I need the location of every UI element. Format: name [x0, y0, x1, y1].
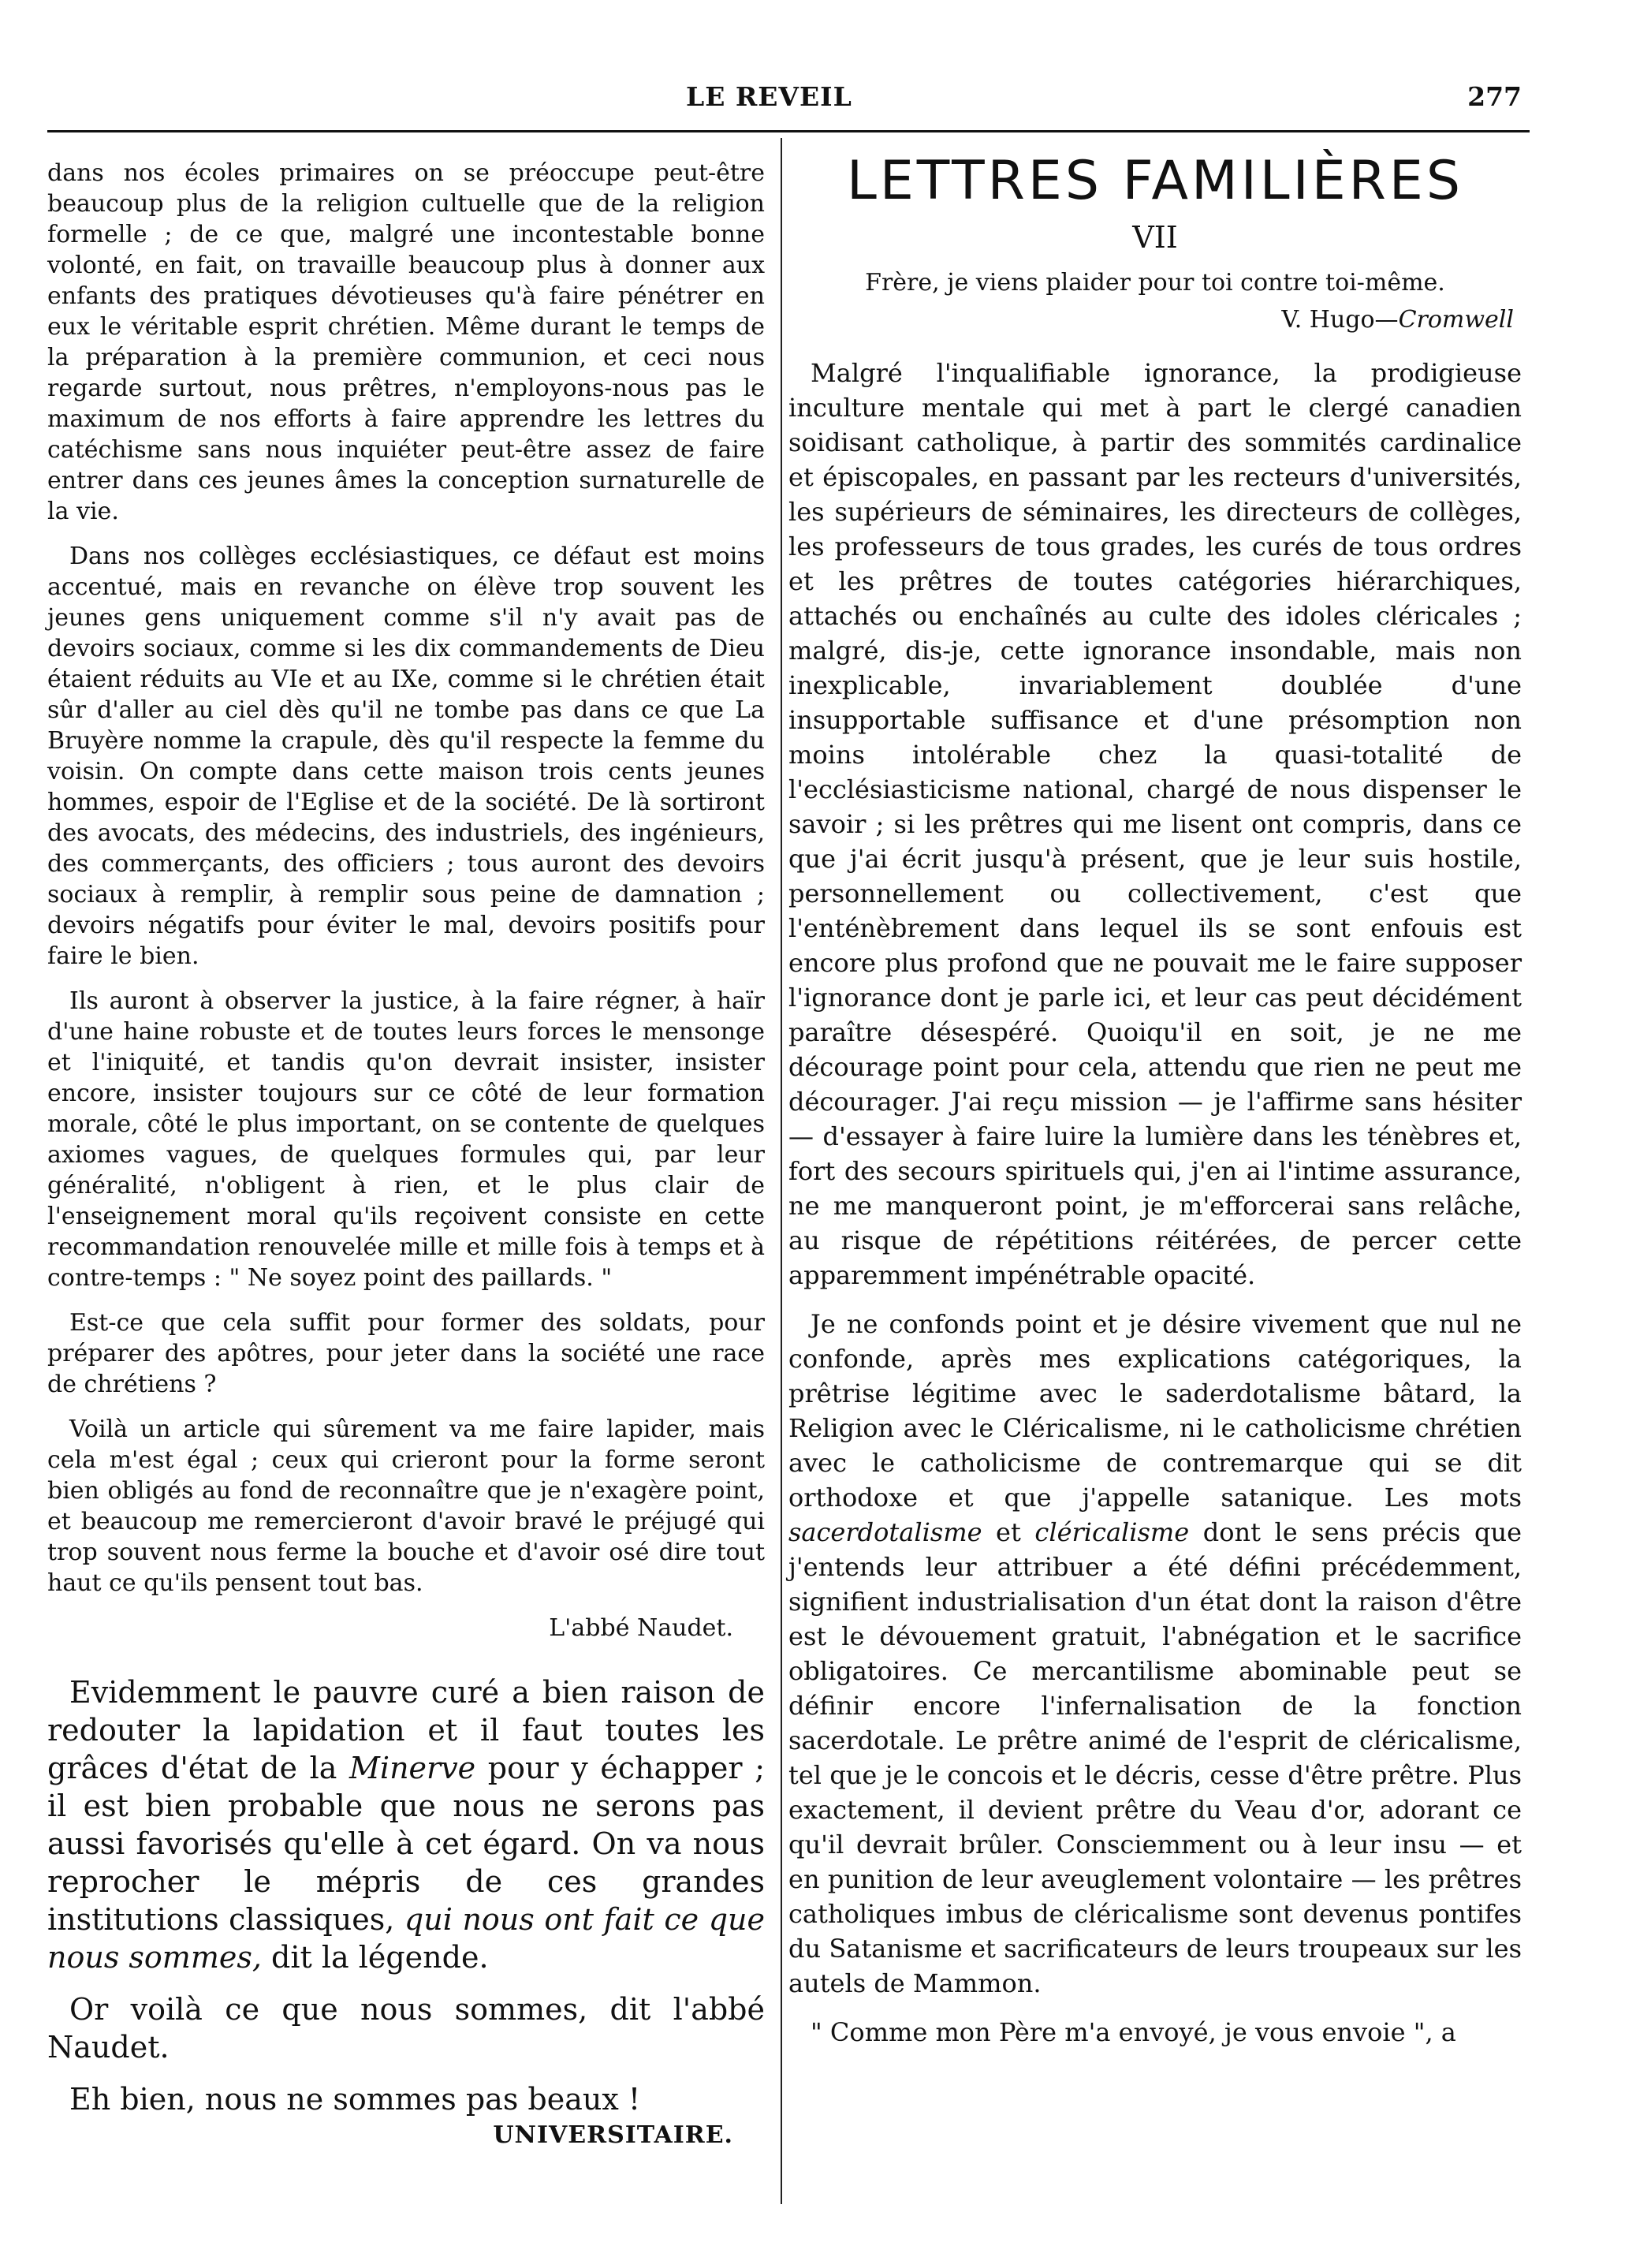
- commentary-text: pour y échapper ; il est bien probable que nous ne serons pas aussi favorisés qu'elle à cet égard. On va nous reprocher le mépris de ces grandes institutions classiques,: [47, 1751, 765, 1937]
- running-title: LE REVEIL: [686, 81, 852, 112]
- commentary-paragraph: Or voilà ce que nous sommes, dit l'abbé Naudet.: [47, 1992, 765, 2065]
- article-signature: L'abbé Naudet.: [549, 1614, 733, 1642]
- letter-body: [788, 356, 1522, 2050]
- column-divider: [781, 138, 782, 2204]
- left-column: [47, 158, 765, 2149]
- commentary-paragraph: Eh bien, nous ne sommes pas beaux !: [69, 2082, 641, 2117]
- article-paragraph: Dans nos collèges ecclésiastiques, ce défaut est moins accentué, mais en revanche on élève trop souvent les jeunes gens uniquement comme s'il n'y avait pas de devoirs sociaux, comme si les dix commandements de Dieu étaient réduits au VIe et au IXe, comme si le chrétien était sûr d'aller au ciel dès qu'il ne tombe pas dans ce que La Bruyère nomme la crapule, dès qu'il respecte la femme du voisin. On compte dans cette maison trois cents jeunes hommes, espoir de l'Eglise et de la société. De là sortiront des avocats, des médecins, des industriels, des ingénieurs, des commerçants, des officiers ; tous auront des devoirs sociaux à remplir, à remplir sous peine de damnation ; devoirs négatifs pour éviter le mal, devoirs positifs pour faire le bien.: [47, 543, 765, 970]
- term-clericalisme: cléricalisme: [1034, 1517, 1190, 1547]
- article-paragraph: Est-ce que cela suffit pour former des soldats, pour préparer des apôtres, pour jeter dans la société une race de chrétiens ?: [47, 1309, 765, 1398]
- naudet-article: [47, 158, 765, 1598]
- letter-text: dont le sens précis que j'entends leur attribuer a été défini précédemment, signifient industrialisation d'un état dont la raison d'être est le dévouement gratuit, l'abnégation et le sacrifice obligatoires. Ce mercantilisme abominable peut se définir encore l'infernalisation de la fonction sacerdotale. Le prêtre animé de l'esprit de cléricalisme, tel que je le concois et le décris, cesse d'être prêtre. Plus exactement, il devient prêtre du Veau d'or, adorant ce qu'il devrait brûler. Consciemment ou à leur insu — et en punition de leur aveuglement volontaire — les prêtres catholiques imbus de cléricalisme sont devenus pontifes du Satanisme et sacrificateurs de leurs troupeaux sur les autels de Mammon.: [788, 1517, 1523, 1998]
- commentary: [47, 1673, 765, 2118]
- letter-text: Je ne confonds point et je désire vivement que nul ne confonde, après mes explications catégoriques, la prêtrise légitime avec le saderdotalisme bâtard, la Religion avec le Cléricalisme, ni le catholicisme chrétien avec le catholicisme de contremarque qui se dit orthodoxe et que j'appelle satanique. Les mots: [788, 1309, 1522, 1513]
- epigraph-work: Cromwell: [1398, 306, 1514, 334]
- term-sacerdotalisme: sacerdotalisme: [788, 1517, 982, 1547]
- letter-paragraph: Malgré l'inqualifiable ignorance, la prodigieuse inculture mentale qui met à part le clergé canadien soidisant catholique, à partir des sommités cardinalice et épiscopales, en passant par les recteurs d'universités, les supérieurs de séminaires, les directeurs de collèges, les professeurs de tous grades, les curés de tous ordres et les prêtres de toutes catégories hiérarchiques, attachés ou enchaînés au culte des idoles cléricales ; malgré, dis-je, cette ignorance insondable, mais non inexplicable, invariablement doublée d'une insupportable suffisance et d'une présomption non moins intolérable chez la quasi-totalité de l'ecclésiasticisme national, chargé de nous dispenser le savoir ; si les prêtres qui me lisent ont compris, dans ce que j'ai écrit jusqu'à présent, que je leur suis hostile, personnellement ou collectivement, c'est que l'enténèbrement dans lequel ils se sont enfouis est encore plus profond que ne pouvait me le faire supposer l'ignorance dont je parle ici, et leur cas peut décidément paraître désespéré. Quoiqu'il en soit, je ne me décourage point pour cela, attendu que rien ne peut me décourager. J'ai reçu mission — je l'affirme sans hésiter — d'essayer à faire luire la lumière dans les ténèbres et, fort des secours spirituels qui, j'en ai l'intime assurance, ne me manqueront point, je m'efforcerai sans relâche, au risque de répétitions réitérées, de percer cette apparemment impénétrable opacité.: [788, 358, 1522, 1290]
- article-paragraph: Ils auront à observer la justice, à la faire régner, à haïr d'une haine robuste et de toutes leurs forces le mensonge et l'iniquité, et tandis qu'on devrait insister, insister encore, insister toujours sur ce côté de leur formation morale, côté le plus important, on se contente de quelques axiomes vagues, de quelques formules qui, par leur généralité, n'obligent à rien, et le plus clair de l'enseignement moral qu'ils reçoivent consiste en cette recommandation renouvelée mille et mille fois à temps et à contre-temps : " Ne soyez point des paillards. ": [47, 987, 765, 1292]
- right-column: [788, 142, 1522, 2064]
- article-paragraph: Voilà un article qui sûrement va me faire lapider, mais cela m'est égal ; ceux qui crieront pour la forme seront bien obligés au fond de reconnaître que je n'exagère point, et beaucoup me remercieront d'avoir bravé le préjugé qui trop souvent nous ferme la bouche et d'avoir osé dire tout haut ce qu'ils pensent tout bas.: [47, 1416, 765, 1597]
- epigraph-attribution: [788, 306, 1514, 334]
- letter-text: et: [982, 1517, 1035, 1547]
- header-rule: [47, 130, 1530, 132]
- commentary-paragraph: [47, 1673, 765, 1976]
- epigraph-author: V. Hugo—: [1281, 306, 1399, 334]
- commentary-text: Evidemment le pauvre curé a bien raison de redouter la lapidation et il faut toutes les grâces d'état de la: [47, 1675, 765, 1785]
- letter-paragraph: " Comme mon Père m'a envoyé, je vous envoie ", a: [811, 2017, 1456, 2047]
- page-header: [47, 75, 1530, 122]
- article-paragraph: dans nos écoles primaires on se préoccupe peut-être beaucoup plus de la religion cultuelle que de la religion formelle ; de ce que, malgré une incontestable bonne volonté, en fait, on travaille beaucoup plus à donner aux enfants des pratiques dévotieuses qu'à faire pénétrer en eux le véritable esprit chrétien. Même durant le temps de la préparation à la première communion, et ceci nous regarde surtout, nous prêtres, n'employons-nous pas le maximum de nos efforts à faire apprendre les lettres du catéchisme sans nous inquiéter peut-être assez de faire entrer dans ces jeunes âmes la conception surnaturelle de la vie.: [47, 159, 765, 525]
- page-number: 277: [1467, 81, 1522, 112]
- letter-paragraph: [788, 1307, 1522, 2001]
- commentary-signature: UNIVERSITAIRE.: [493, 2121, 733, 2149]
- commentary-text: dit la légende.: [261, 1940, 489, 1975]
- section-title: LETTRES FAMILIÈRES: [846, 150, 1464, 212]
- epigraph: Frère, je viens plaider pour toi contre toi-même.: [865, 269, 1445, 297]
- legend-quote: qui nous ont fait ce que nous sommes,: [47, 1902, 765, 1975]
- letter-number: VII: [1132, 220, 1178, 255]
- minerve-italic: Minerve: [349, 1751, 476, 1785]
